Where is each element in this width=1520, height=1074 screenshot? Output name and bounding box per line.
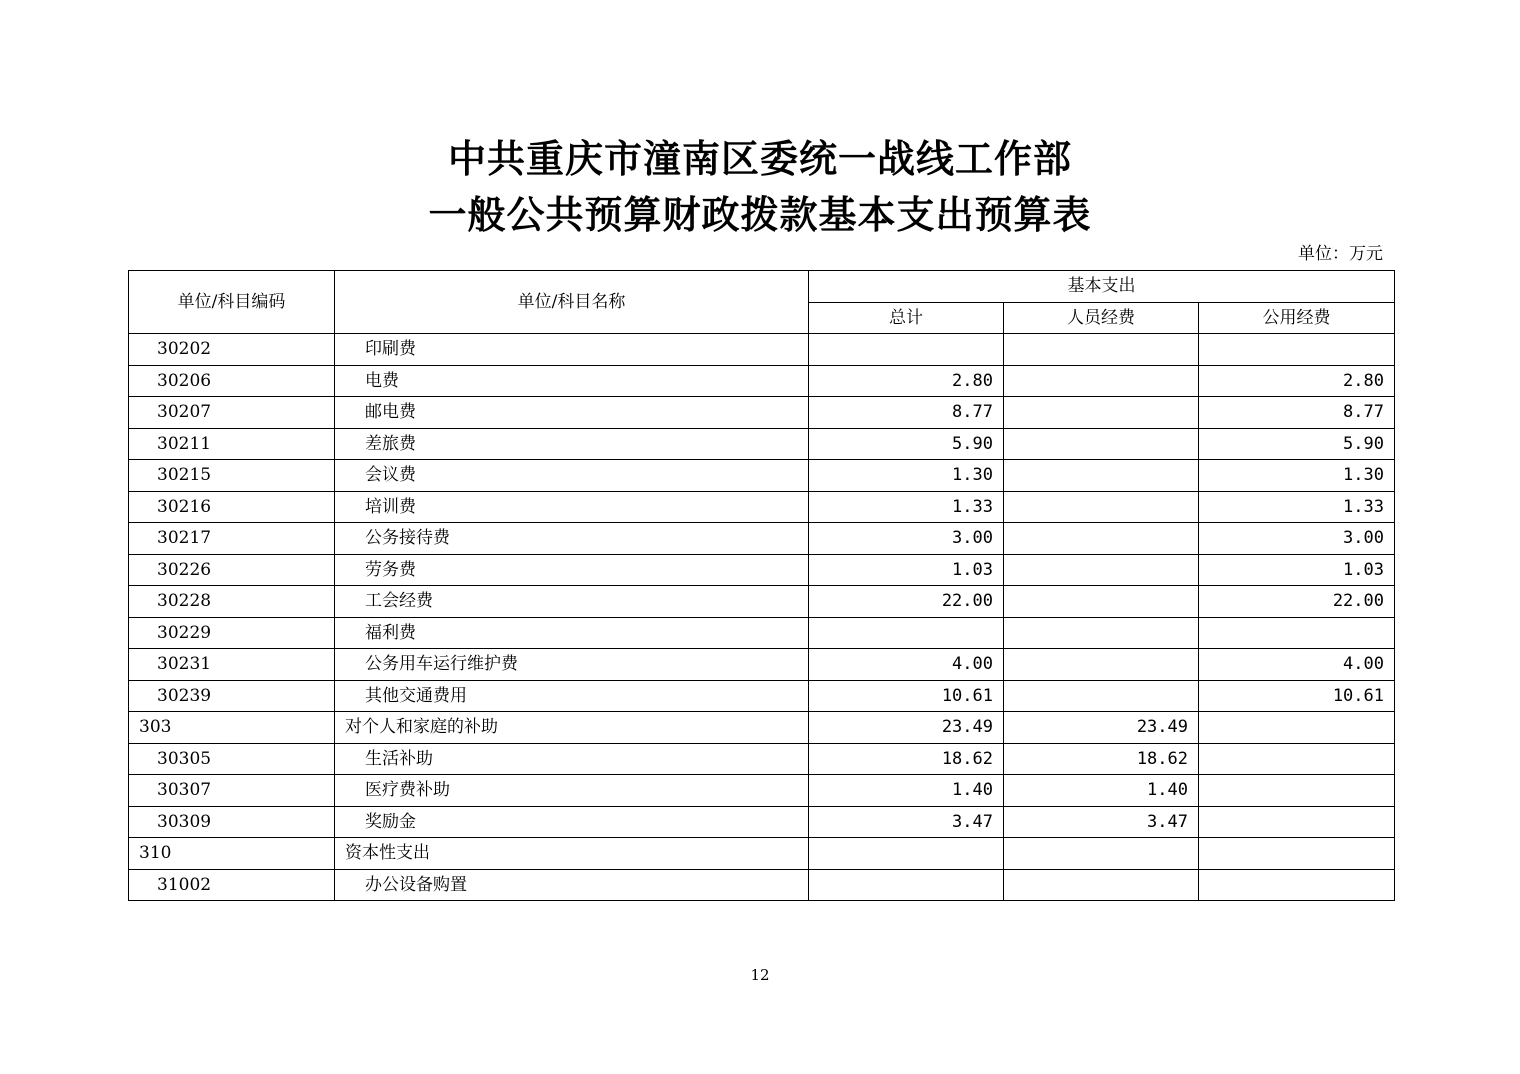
cell-code: 30202 <box>129 334 335 366</box>
cell-total: 22.00 <box>809 586 1004 618</box>
cell-personnel: 1.40 <box>1004 775 1199 807</box>
cell-public <box>1199 712 1395 744</box>
cell-total <box>809 617 1004 649</box>
cell-total: 10.61 <box>809 680 1004 712</box>
table-row <box>129 586 1395 618</box>
cell-total: 3.47 <box>809 806 1004 838</box>
cell-code: 30215 <box>129 460 335 492</box>
document-title-line2: 一般公共预算财政拨款基本支出预算表 <box>428 192 1092 237</box>
cell-code: 30229 <box>129 617 335 649</box>
cell-code: 30217 <box>129 523 335 555</box>
cell-total: 23.49 <box>809 712 1004 744</box>
cell-total: 18.62 <box>809 743 1004 775</box>
cell-public <box>1199 838 1395 870</box>
cell-personnel <box>1004 649 1199 681</box>
cell-name: 生活补助 <box>335 743 809 775</box>
cell-code: 30226 <box>129 554 335 586</box>
cell-personnel <box>1004 491 1199 523</box>
cell-total: 2.80 <box>809 365 1004 397</box>
cell-name: 医疗费补助 <box>335 775 809 807</box>
cell-public: 5.90 <box>1199 428 1395 460</box>
cell-personnel: 18.62 <box>1004 743 1199 775</box>
cell-public <box>1199 743 1395 775</box>
cell-public: 1.03 <box>1199 554 1395 586</box>
header-public: 公用经费 <box>1199 302 1395 334</box>
cell-public: 3.00 <box>1199 523 1395 555</box>
cell-name: 对个人和家庭的补助 <box>335 712 809 744</box>
cell-public <box>1199 806 1395 838</box>
cell-name: 印刷费 <box>335 334 809 366</box>
table-header <box>129 271 1395 334</box>
table-row <box>129 649 1395 681</box>
cell-total: 1.33 <box>809 491 1004 523</box>
cell-total: 5.90 <box>809 428 1004 460</box>
cell-public <box>1199 869 1395 901</box>
cell-name: 其他交通费用 <box>335 680 809 712</box>
header-basic-expenditure: 基本支出 <box>809 271 1395 303</box>
table-row <box>129 617 1395 649</box>
cell-total: 4.00 <box>809 649 1004 681</box>
cell-code: 30239 <box>129 680 335 712</box>
header-total: 总计 <box>809 302 1004 334</box>
page-number: 12 <box>750 966 770 984</box>
cell-name: 福利费 <box>335 617 809 649</box>
table-row <box>129 460 1395 492</box>
cell-name: 会议费 <box>335 460 809 492</box>
cell-code: 30207 <box>129 397 335 429</box>
cell-total <box>809 838 1004 870</box>
cell-personnel <box>1004 554 1199 586</box>
cell-total: 1.03 <box>809 554 1004 586</box>
cell-code: 303 <box>129 712 335 744</box>
cell-total: 8.77 <box>809 397 1004 429</box>
cell-name: 公务接待费 <box>335 523 809 555</box>
cell-public: 4.00 <box>1199 649 1395 681</box>
budget-table <box>128 270 1395 901</box>
cell-personnel <box>1004 869 1199 901</box>
table-body <box>129 334 1395 901</box>
cell-name: 公务用车运行维护费 <box>335 649 809 681</box>
cell-code: 30309 <box>129 806 335 838</box>
table-row <box>129 554 1395 586</box>
cell-personnel: 23.49 <box>1004 712 1199 744</box>
cell-name: 资本性支出 <box>335 838 809 870</box>
document-title-line1: 中共重庆市潼南区委统一战线工作部 <box>447 136 1072 181</box>
cell-personnel <box>1004 523 1199 555</box>
cell-public <box>1199 775 1395 807</box>
cell-public: 8.77 <box>1199 397 1395 429</box>
table-row <box>129 838 1395 870</box>
table-row <box>129 869 1395 901</box>
cell-code: 31002 <box>129 869 335 901</box>
cell-personnel <box>1004 617 1199 649</box>
unit-label: 单位：万元 <box>1298 244 1383 264</box>
cell-code: 310 <box>129 838 335 870</box>
cell-personnel <box>1004 365 1199 397</box>
cell-public: 10.61 <box>1199 680 1395 712</box>
table-row <box>129 743 1395 775</box>
cell-name: 培训费 <box>335 491 809 523</box>
cell-public: 1.33 <box>1199 491 1395 523</box>
table-row <box>129 397 1395 429</box>
cell-public <box>1199 334 1395 366</box>
cell-code: 30228 <box>129 586 335 618</box>
cell-total <box>809 869 1004 901</box>
header-name: 单位/科目名称 <box>335 271 809 334</box>
cell-code: 30216 <box>129 491 335 523</box>
cell-name: 劳务费 <box>335 554 809 586</box>
cell-total: 1.30 <box>809 460 1004 492</box>
cell-code: 30307 <box>129 775 335 807</box>
cell-personnel <box>1004 428 1199 460</box>
cell-personnel <box>1004 397 1199 429</box>
cell-name: 差旅费 <box>335 428 809 460</box>
table-row <box>129 334 1395 366</box>
cell-personnel <box>1004 838 1199 870</box>
cell-code: 30206 <box>129 365 335 397</box>
cell-public: 2.80 <box>1199 365 1395 397</box>
header-personnel: 人员经费 <box>1004 302 1199 334</box>
table-row <box>129 680 1395 712</box>
table-row <box>129 775 1395 807</box>
cell-code: 30231 <box>129 649 335 681</box>
cell-total: 3.00 <box>809 523 1004 555</box>
cell-code: 30211 <box>129 428 335 460</box>
cell-code: 30305 <box>129 743 335 775</box>
table-row <box>129 523 1395 555</box>
table-row <box>129 712 1395 744</box>
cell-name: 邮电费 <box>335 397 809 429</box>
header-code: 单位/科目编码 <box>129 271 335 334</box>
table-row <box>129 428 1395 460</box>
cell-public: 1.30 <box>1199 460 1395 492</box>
table-row <box>129 365 1395 397</box>
cell-name: 电费 <box>335 365 809 397</box>
cell-name: 办公设备购置 <box>335 869 809 901</box>
table-row <box>129 806 1395 838</box>
cell-public <box>1199 617 1395 649</box>
cell-total <box>809 334 1004 366</box>
table-row <box>129 491 1395 523</box>
cell-personnel: 3.47 <box>1004 806 1199 838</box>
cell-personnel <box>1004 680 1199 712</box>
cell-public: 22.00 <box>1199 586 1395 618</box>
cell-total: 1.40 <box>809 775 1004 807</box>
cell-personnel <box>1004 334 1199 366</box>
cell-personnel <box>1004 586 1199 618</box>
cell-name: 工会经费 <box>335 586 809 618</box>
cell-personnel <box>1004 460 1199 492</box>
cell-name: 奖励金 <box>335 806 809 838</box>
